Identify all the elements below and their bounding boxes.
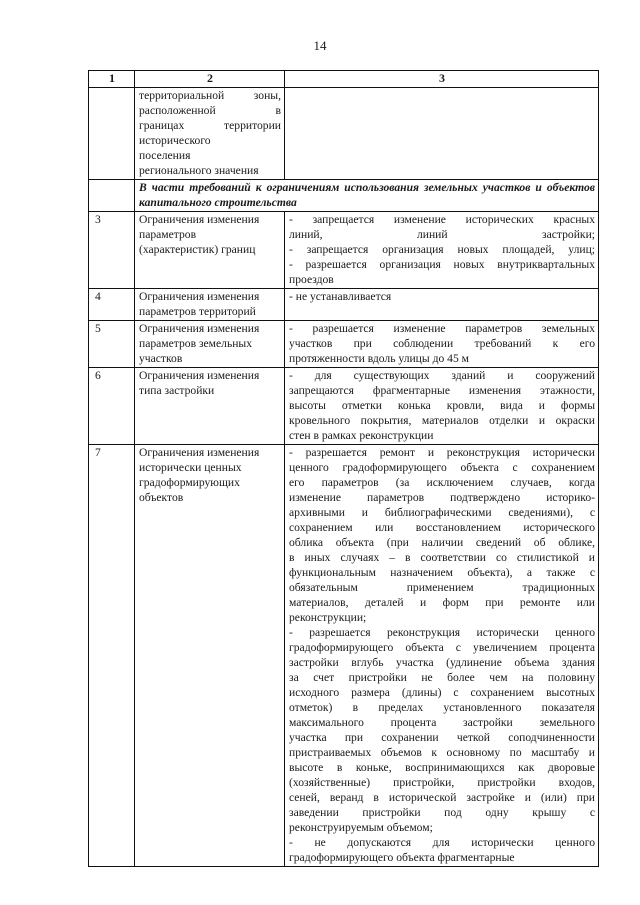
- text-line: сохранением или восстановлением исторического: [289, 521, 595, 534]
- text-line: параметров территорий: [139, 305, 256, 318]
- text-line: - запрещается изменение исторических красных: [289, 213, 595, 226]
- requirement-cell: [285, 321, 599, 368]
- text-line: Ограничения изменения: [139, 213, 260, 226]
- text-line: реконструкции;: [289, 611, 367, 624]
- parameter-cell: [135, 212, 285, 289]
- requirement-cell: [285, 289, 599, 321]
- text-line: облика объекта (при наличии сведений об облике,: [289, 536, 595, 549]
- text-line: за счет пристройки не более чем на половину: [289, 671, 595, 684]
- row-number-cell: [89, 88, 135, 180]
- text-line: его параметров (за исключением случаев, когда: [289, 476, 595, 489]
- text-line: стен в рамках реконструкции: [289, 429, 434, 442]
- row-number-cell: [89, 180, 135, 212]
- text-line: - разрешается реконструкция исторически ценного: [289, 626, 595, 639]
- parameter-cell: [135, 88, 285, 180]
- text-line: пристраиваемых объемов к основному по масштабу и: [289, 746, 595, 759]
- text-line: - разрешается изменение параметров земельных: [289, 322, 595, 335]
- page-number: 14: [313, 38, 327, 53]
- text-line: - не устанавливается: [289, 290, 392, 303]
- text-line: исторического: [139, 134, 211, 147]
- text-line: изменение параметров подтверждено историко-: [289, 491, 595, 504]
- text-line: исторически ценных: [139, 461, 242, 474]
- text-line: - разрешается ремонт и реконструкция исторически: [289, 446, 595, 459]
- text-line: исходного размера (длины) с сохранением высотных: [289, 686, 595, 699]
- text-line: максимального процента застройки земельного: [289, 716, 595, 729]
- text-line: кровельного покрытия, материалов отделки и окраски: [289, 414, 595, 427]
- requirement-cell: [285, 445, 599, 867]
- text-line: Ограничения изменения: [139, 290, 260, 303]
- text-line: участка при сохранении четкой соподчиненности: [289, 731, 595, 744]
- text-line: сеней, веранд в исторической застройке и (или) при: [289, 791, 595, 804]
- text-line: участков: [139, 352, 183, 365]
- text-line: градоформирующего объекта фрагментарные: [289, 851, 515, 864]
- parameter-cell: [135, 321, 285, 368]
- text-line: заведении пристройки под одну крышу с: [289, 806, 595, 819]
- text-line: Ограничения изменения: [139, 369, 260, 382]
- text-line: высоты отметки конька кровли, вида и формы: [289, 399, 595, 412]
- table-header-row: [89, 71, 599, 88]
- text-line: архивными и библиографическими сведениями), с: [289, 506, 595, 519]
- parameter-cell: [135, 445, 285, 867]
- text-line: проездов: [289, 273, 334, 286]
- table-row: [89, 368, 599, 445]
- text-line: функциональным назначением объекта), а также с: [289, 566, 595, 579]
- text-line: высоте в коньке, воспринимающихся как дворовые: [289, 761, 595, 774]
- text-line: расположенной в: [139, 104, 281, 117]
- header-cell: 2: [135, 71, 285, 88]
- row-number-cell: 4: [89, 289, 135, 321]
- header-cell: 3: [285, 71, 599, 88]
- text-line: параметров земельных: [139, 337, 253, 350]
- text-line: - разрешается организация новых внутриквартальных: [289, 258, 595, 271]
- row-number-cell: 3: [89, 212, 135, 289]
- row-number-cell: 7: [89, 445, 135, 867]
- row-number-cell: 6: [89, 368, 135, 445]
- text-line: градоформирующих: [139, 476, 240, 489]
- section-row: [89, 180, 599, 212]
- text-line: границах территории: [139, 119, 281, 132]
- table-row: [89, 321, 599, 368]
- text-line: обязательным применением традиционных: [289, 581, 595, 594]
- text-line: регионального значения: [139, 164, 259, 177]
- text-line: (характеристик) границ: [139, 243, 256, 256]
- table-row: [89, 289, 599, 321]
- text-line: материалов, деталей и форм при ремонте или: [289, 596, 595, 609]
- requirement-cell: [285, 212, 599, 289]
- text-line: градоформирующего объекта с увеличением процента: [289, 641, 595, 654]
- text-line: протяженности вдоль улицы до 45 м: [289, 352, 469, 365]
- parameter-cell: [135, 368, 285, 445]
- text-line: участков при соблюдении требований к его: [289, 337, 595, 350]
- text-line: застройки вглубь участка (удлинение объема здания: [289, 656, 595, 669]
- text-line: Ограничения изменения: [139, 322, 260, 335]
- continuation-row: [89, 88, 599, 180]
- text-line: линий, линий застройки;: [289, 228, 595, 241]
- restrictions-table: [88, 70, 599, 867]
- text-line: - для существующих зданий и сооружений: [289, 369, 595, 382]
- table-row: [89, 212, 599, 289]
- requirement-cell: [285, 88, 599, 180]
- text-line: - не допускаются для исторически ценного: [289, 836, 595, 849]
- text-line: Ограничения изменения: [139, 446, 260, 459]
- text-line: поселения: [139, 149, 191, 162]
- text-line: параметров: [139, 228, 197, 241]
- section-title: В части требований к ограничениям использования земельных участков и объектов капитального строительства: [135, 180, 599, 212]
- text-line: - запрещается организация новых площадей, улиц;: [289, 243, 595, 256]
- requirement-cell: [285, 368, 599, 445]
- text-line: запрещаются фрагментарные изменения этажности,: [289, 384, 595, 397]
- text-line: типа застройки: [139, 384, 215, 397]
- text-line: отметок) в пределах установленного показателя: [289, 701, 595, 714]
- header-cell: 1: [89, 71, 135, 88]
- row-number-cell: 5: [89, 321, 135, 368]
- text-line: реконструируемым объемом;: [289, 821, 433, 834]
- text-line: в иных случаях – в соответствии со стилистикой и: [289, 551, 595, 564]
- text-line: ценного градоформирующего объекта с сохранением: [289, 461, 595, 474]
- parameter-cell: [135, 289, 285, 321]
- text-line: (хозяйственные) пристройки, пристройки входов,: [289, 776, 595, 789]
- text-line: объектов: [139, 491, 184, 504]
- table-row: [89, 445, 599, 867]
- text-line: территориальной зоны,: [139, 89, 281, 102]
